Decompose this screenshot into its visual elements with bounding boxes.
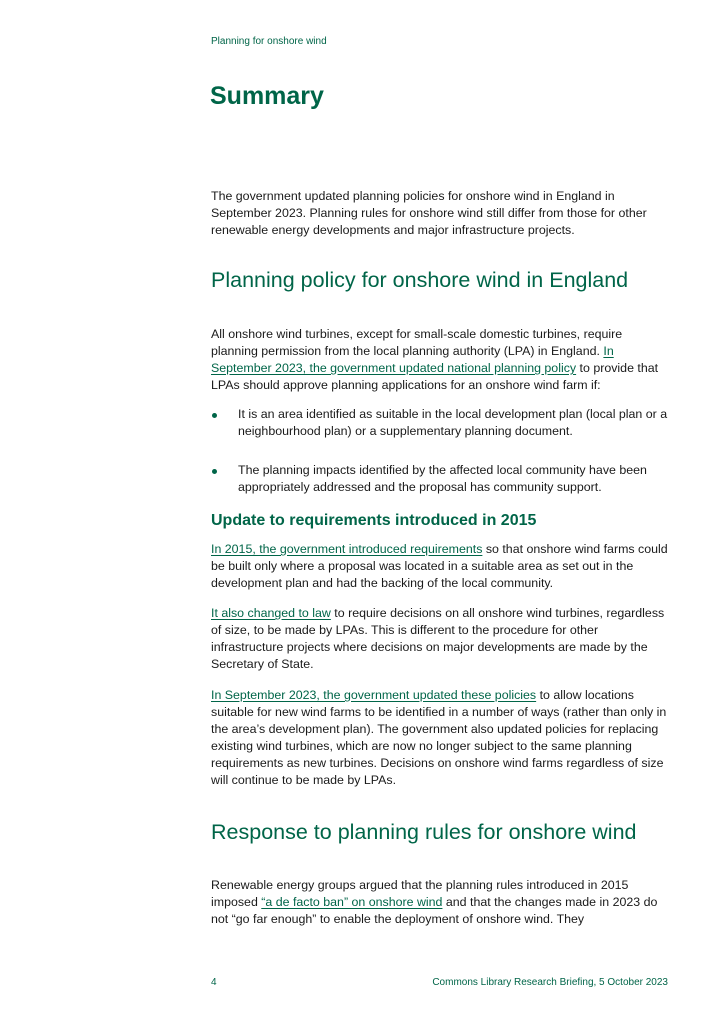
de-facto-ban-link[interactable]: “a de facto ban” on onshore wind (261, 895, 443, 909)
update-paragraph-1 (211, 541, 671, 592)
update-paragraph-2-text: to require decisions on all onshore wind turbines, regardless of size, to be made by LPAs. This is different to the procedure for other infrastructure projects where decisions on major developments are made by the Secretary of State. (211, 606, 665, 671)
update-paragraph-3-text: to allow locations suitable for new wind farms to be identified in a number of ways (rather than only in the area’s development plan). The government also updated policies for replacing existing wind turbines, which are now no longer subject to the same planning requirements as new turbines. Decisions on onshore wind farms regardless of size will continue to be made by LPAs. (211, 688, 667, 787)
footer-source: Commons Library Research Briefing, 5 October 2023 (432, 977, 668, 988)
requirements-2015-link[interactable]: In 2015, the government introduced requirements (211, 542, 483, 556)
policy-conditions-list (211, 406, 671, 518)
bullet-icon (212, 469, 217, 474)
update-paragraph-3 (211, 687, 671, 789)
national-planning-policy-link[interactable]: In September 2023, the government updated national planning policy (211, 344, 614, 375)
running-header: Planning for onshore wind (211, 36, 327, 47)
updated-policies-link[interactable]: In September 2023, the government updated these policies (211, 688, 537, 702)
summary-paragraph: The government updated planning policies for onshore wind in England in September 2023. Planning rules for onshore wind still differ from those for other renewable energy developments and major infrastructure projects. (211, 189, 647, 237)
policy-text: All onshore wind turbines, except for small-scale domestic turbines, require planning permission from the local planning authority (LPA) in England. (211, 327, 623, 358)
page-title: Summary (210, 82, 324, 110)
response-paragraph (211, 877, 671, 928)
section-heading-response: Response to planning rules for onshore wind (211, 820, 637, 844)
section-heading-policy: Planning policy for onshore wind in England (211, 268, 629, 292)
response-text: Renewable energy groups argued that the planning rules introduced in 2015 imposed (211, 878, 629, 909)
list-item-text: The planning impacts identified by the affected local community have been appropriately addressed and the proposal has community support. (238, 463, 647, 494)
bullet-icon (212, 413, 217, 418)
update-paragraph-1-text: so that onshore wind farms could be built only where a proposal was located in a suitable area as set out in the development plan and had the backing of the local community. (211, 542, 668, 590)
subsection-heading-2015: Update to requirements introduced in 2015 (211, 512, 537, 529)
list-item (211, 406, 671, 440)
list-item (211, 462, 671, 496)
policy-text-tail: to provide that LPAs should approve planning applications for an onshore wind farm if: (211, 361, 659, 392)
page-number: 4 (211, 977, 217, 988)
update-paragraph-2 (211, 605, 671, 673)
response-text-tail: and that the changes made in 2023 do not “go far enough” to enable the deployment of onshore wind. They (211, 895, 658, 926)
changed-to-law-link[interactable]: It also changed to law (211, 606, 331, 620)
policy-paragraph (211, 326, 671, 394)
list-item-text: It is an area identified as suitable in the local development plan (local plan or a neighbourhood plan) or a supplementary planning document. (238, 407, 668, 438)
